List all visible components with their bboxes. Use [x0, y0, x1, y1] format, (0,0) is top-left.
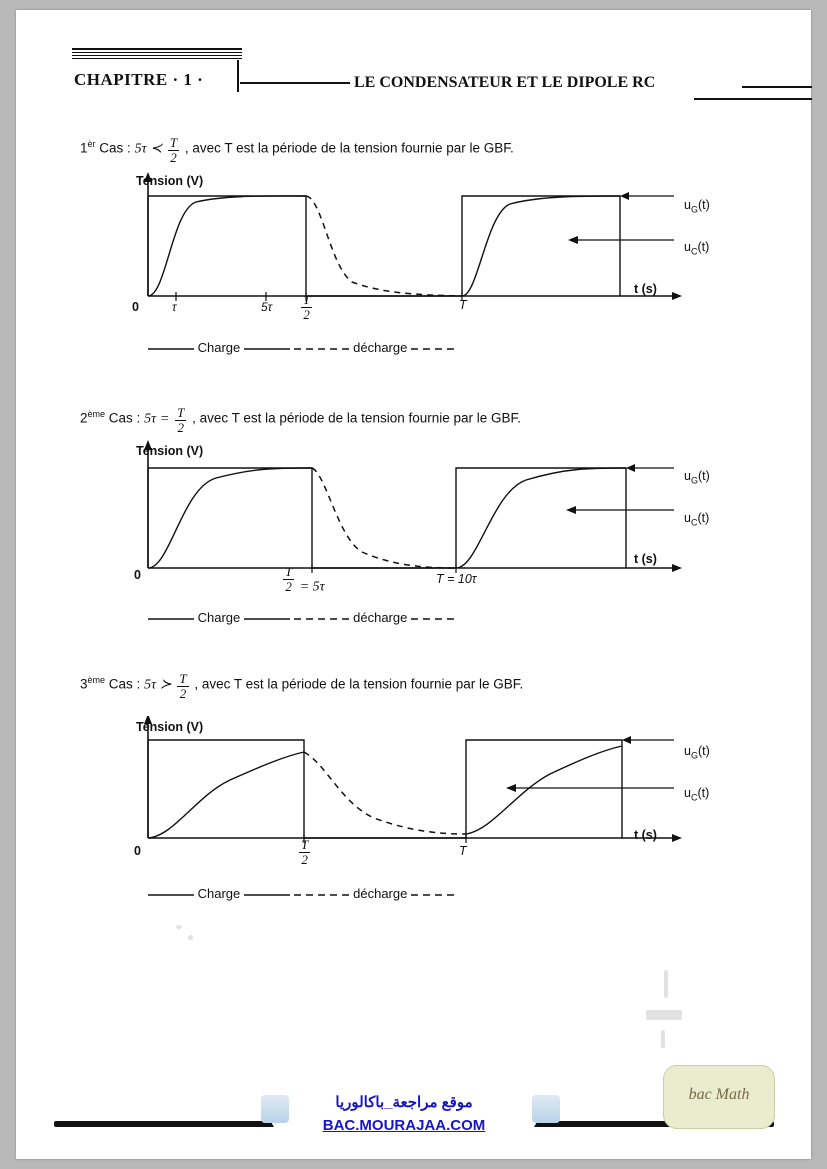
case-1-relation-symbol: ≺	[150, 141, 163, 157]
case-1-ordinal: 1	[80, 140, 88, 156]
case-1-tick-5tau: 5τ	[261, 300, 273, 314]
case-1-fraction-num: T	[169, 135, 178, 150]
header-rule-stack	[72, 48, 242, 58]
case-2-fraction-num: T	[177, 405, 185, 420]
case-1-half-period-label	[299, 293, 314, 322]
legend-dashed-line-right	[411, 890, 459, 900]
case-2-half-period-label	[281, 565, 325, 596]
case-2-suffix: , avec T est la période de la tension fournie par le GBF.	[192, 410, 522, 426]
legend-solid-line-right	[244, 344, 290, 354]
case-2-half-period-num: T	[285, 564, 293, 579]
header-vertical-bar	[237, 60, 239, 92]
case-3-period-label: T	[459, 844, 467, 858]
case-3-suffix: , avec T est la période de la tension fournie par le GBF.	[194, 676, 524, 692]
case-1-prefix: Cas :	[99, 140, 131, 156]
case-3-prefix: Cas :	[108, 676, 141, 692]
case-3-origin-label: 0	[134, 844, 141, 858]
scan-artifact	[176, 925, 182, 929]
case-2-ordinal-sup: ème	[87, 409, 106, 420]
case-2-half-period-den: 2	[283, 579, 294, 594]
case-2-legend-decharge: décharge	[353, 610, 408, 625]
case-3-ordinal-sup: ème	[87, 675, 106, 686]
scan-artifact	[188, 935, 193, 940]
header-line-right	[742, 86, 812, 88]
case-3-fraction-den: 2	[177, 686, 188, 701]
scan-artifact	[661, 1030, 665, 1048]
legend-dashed-line-right	[411, 344, 459, 354]
document-page	[16, 10, 811, 1159]
case-1-caption	[80, 136, 514, 164]
case-3-curve-label-uc: $u_C(t)$	[684, 786, 710, 803]
legend-dashed-line-left	[294, 890, 350, 900]
case-3-legend-decharge: décharge	[353, 886, 408, 901]
scan-artifact	[646, 1010, 682, 1020]
case-3-relation-symbol: ≻	[159, 677, 172, 693]
case-1-curve-label-uc: $u_C(t)$	[684, 240, 710, 257]
case-1-tick-tau: τ	[172, 300, 177, 314]
case-1-period-label: T	[459, 298, 467, 312]
case-3-half-period-den: 2	[299, 852, 310, 867]
case-2-ordinal: 2	[80, 410, 88, 426]
case-1-x-axis-label: t (s)	[634, 282, 657, 296]
page-title: LE CONDENSATEUR ET LE DIPOLE RC	[354, 74, 656, 91]
legend-solid-line-right	[244, 614, 290, 624]
case-1-ordinal-sup: èr	[87, 139, 96, 150]
legend-solid-line-left	[148, 890, 194, 900]
case-1-relation-left: 5τ	[134, 141, 147, 157]
case-3-fraction	[177, 672, 188, 700]
page-header	[54, 48, 774, 100]
legend-solid-line-right	[244, 890, 290, 900]
footer-site-url[interactable]: BAC.MOURAJAA.COM	[322, 1117, 486, 1134]
case-3-legend	[148, 886, 459, 901]
header-line-middle	[240, 82, 350, 84]
case-2-legend	[148, 610, 459, 625]
case-1-half-period-den: 2	[301, 307, 312, 322]
case-3-curve-label-ug: $u_G(t)$	[684, 744, 710, 761]
case-1-legend-decharge: décharge	[353, 340, 408, 355]
case-3-y-axis-label: Tension (V)	[136, 720, 204, 734]
bacmath-watermark-text: bac Math	[688, 1086, 750, 1103]
case-1-curve-label-ug: $u_G(t)$	[684, 198, 710, 215]
case-3-ordinal: 3	[80, 676, 88, 692]
legend-dashed-line-left	[294, 614, 350, 624]
case-3-caption	[80, 672, 523, 700]
legend-solid-line-left	[148, 344, 194, 354]
case-3-x-axis-label: t (s)	[634, 828, 657, 842]
legend-dashed-line-right	[411, 614, 459, 624]
header-line-right-lower	[694, 98, 812, 100]
case-1-half-period-num: T	[303, 292, 311, 307]
chapter-label: CHAPITRE · 1 ·	[74, 70, 204, 89]
case-1-fraction-den: 2	[168, 150, 179, 165]
case-2-relation-symbol: =	[159, 411, 170, 427]
case-1-y-axis-label: Tension (V)	[136, 174, 204, 188]
case-3-half-period-label	[297, 838, 312, 867]
case-1-graph	[126, 170, 696, 320]
case-3-legend-charge: Charge	[197, 886, 241, 901]
case-1-origin-label: 0	[132, 300, 139, 314]
case-2-caption	[80, 406, 521, 434]
case-2-legend-charge: Charge	[197, 610, 241, 625]
case-1-fraction	[168, 136, 179, 164]
case-2-period-label: T = 10τ	[436, 572, 477, 586]
case-3-half-period-num: T	[301, 837, 309, 852]
legend-solid-line-left	[148, 614, 194, 624]
case-1-suffix: , avec T est la période de la tension fournie par le GBF.	[184, 140, 514, 156]
scan-artifact	[664, 970, 668, 998]
case-2-y-axis-label: Tension (V)	[136, 444, 204, 458]
footer-arabic-text: موقع مراجعة_باكالوريا	[335, 1094, 473, 1111]
case-2-x-axis-label: t (s)	[634, 552, 657, 566]
case-2-half-period-equals: = 5τ	[299, 579, 325, 595]
case-2-origin-label: 0	[134, 568, 141, 582]
case-2-curve-label-uc: $u_C(t)$	[684, 511, 710, 528]
case-2-prefix: Cas :	[108, 410, 141, 426]
case-2-fraction	[175, 406, 186, 434]
case-3-fraction-num: T	[179, 671, 187, 686]
case-2-curve-label-ug: $u_G(t)$	[684, 469, 710, 486]
case-2-graph	[126, 440, 696, 590]
case-2-relation-left: 5τ	[144, 411, 157, 427]
case-3-graph	[126, 716, 696, 861]
legend-dashed-line-left	[294, 344, 350, 354]
case-2-fraction-den: 2	[175, 420, 186, 435]
case-1-legend-charge: Charge	[197, 340, 241, 355]
bacmath-watermark	[663, 1065, 775, 1129]
case-3-relation-left: 5τ	[144, 677, 157, 693]
case-1-legend	[148, 340, 459, 355]
